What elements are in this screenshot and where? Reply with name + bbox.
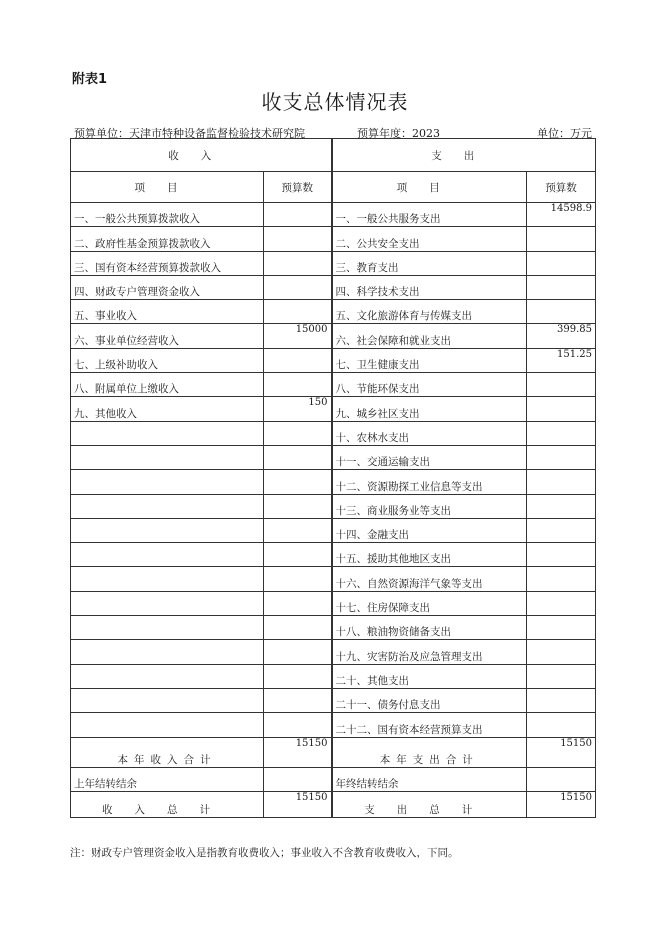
income-item-label <box>71 688 264 712</box>
expense-item-label: 三、教育支出 <box>332 251 527 275</box>
attachment-label: 附表1 <box>72 72 108 87</box>
expense-item-label: 六、社会保障和就业支出 <box>332 324 527 348</box>
expense-item-value <box>527 518 596 542</box>
table-row <box>71 640 596 664</box>
income-item-value <box>264 688 332 712</box>
money-unit: 单位：万元 <box>537 127 592 140</box>
expense-item-value <box>527 543 596 567</box>
table-row <box>71 421 596 445</box>
carryover-in-value <box>264 767 332 791</box>
expense-budget-header: 预算数 <box>527 172 596 203</box>
expense-item-label: 二、公共安全支出 <box>332 227 527 251</box>
expense-grand-total-label: 支出总计 <box>332 791 527 817</box>
income-item-label: 四、财政专户管理资金收入 <box>71 275 264 299</box>
income-item-label <box>71 494 264 518</box>
income-item-label <box>71 543 264 567</box>
expense-item-label: 十、农林水支出 <box>332 421 527 445</box>
expense-item-value <box>527 300 596 324</box>
expense-item-value <box>527 421 596 445</box>
income-year-total-label: 本年收入合计 <box>71 737 264 767</box>
income-item-label <box>71 713 264 737</box>
expense-item-header: 项目 <box>332 172 527 203</box>
expense-item-value <box>527 275 596 299</box>
expense-item-value <box>527 251 596 275</box>
table-row <box>71 203 596 227</box>
table-row <box>71 470 596 494</box>
table-row <box>71 494 596 518</box>
expense-item-label: 二十一、债务付息支出 <box>332 688 527 712</box>
table-row <box>71 713 596 737</box>
expense-item-label: 十三、商业服务业等支出 <box>332 494 527 518</box>
income-year-total-value: 15150 <box>264 737 332 767</box>
table-row <box>71 373 596 397</box>
carryover-out-value <box>527 767 596 791</box>
income-item-value <box>264 664 332 688</box>
income-grand-total-value: 15150 <box>264 791 332 817</box>
income-item-value <box>264 227 332 251</box>
income-item-value <box>264 591 332 615</box>
income-item-value <box>264 518 332 542</box>
table-row <box>71 543 596 567</box>
income-item-label <box>71 470 264 494</box>
table-row <box>71 397 596 421</box>
carryover-out-label: 年终结转结余 <box>332 767 527 791</box>
income-item-value <box>264 713 332 737</box>
expense-item-label: 一、一般公共服务支出 <box>332 203 527 227</box>
budget-year: 预算年度：2023 <box>357 127 440 140</box>
expense-item-label: 十四、金融支出 <box>332 518 527 542</box>
expense-item-label: 九、城乡社区支出 <box>332 397 527 421</box>
expense-year-total-value: 15150 <box>527 737 596 767</box>
expense-item-label: 四、科学技术支出 <box>332 275 527 299</box>
table-row <box>71 324 596 348</box>
table-row <box>71 567 596 591</box>
income-expense-table <box>70 138 596 818</box>
expense-item-label: 二十二、国有资本经营预算支出 <box>332 713 527 737</box>
table-row <box>71 518 596 542</box>
expense-item-label: 十七、住房保障支出 <box>332 591 527 615</box>
income-item-value <box>264 567 332 591</box>
expense-year-total-label: 本年支出合计 <box>332 737 527 767</box>
income-item-label <box>71 664 264 688</box>
income-item-value: 150 <box>264 397 332 421</box>
expense-item-value <box>527 713 596 737</box>
income-item-label: 五、事业收入 <box>71 300 264 324</box>
table-row <box>71 227 596 251</box>
income-item-value <box>264 543 332 567</box>
income-item-value <box>264 445 332 469</box>
income-item-value <box>264 616 332 640</box>
expense-item-label: 十九、灾害防治及应急管理支出 <box>332 640 527 664</box>
table-row <box>71 275 596 299</box>
income-header: 收入 <box>71 139 332 172</box>
income-item-label <box>71 616 264 640</box>
income-item-value <box>264 373 332 397</box>
income-item-value <box>264 421 332 445</box>
expense-item-value <box>527 373 596 397</box>
table-row <box>71 688 596 712</box>
income-item-value <box>264 640 332 664</box>
income-item-label: 七、上级补助收入 <box>71 348 264 372</box>
expense-item-label: 七、卫生健康支出 <box>332 348 527 372</box>
table-row <box>71 445 596 469</box>
expense-item-value: 151.25 <box>527 348 596 372</box>
expense-item-label: 十八、粮油物资储备支出 <box>332 616 527 640</box>
income-item-value <box>264 251 332 275</box>
expense-item-value <box>527 688 596 712</box>
expense-item-label: 十二、资源勘探工业信息等支出 <box>332 470 527 494</box>
income-item-label: 二、政府性基金预算拨款收入 <box>71 227 264 251</box>
income-item-label <box>71 567 264 591</box>
expense-item-value <box>527 640 596 664</box>
income-item-value: 15000 <box>264 324 332 348</box>
income-item-label: 九、其他收入 <box>71 397 264 421</box>
table-row <box>71 664 596 688</box>
table-row <box>71 348 596 372</box>
income-grand-total-label: 收入总计 <box>71 791 264 817</box>
expense-item-value <box>527 494 596 518</box>
expense-header: 支出 <box>332 139 596 172</box>
expense-item-label: 十六、自然资源海洋气象等支出 <box>332 567 527 591</box>
table-row <box>71 591 596 615</box>
expense-item-value <box>527 664 596 688</box>
table-row <box>71 616 596 640</box>
expense-item-value <box>527 616 596 640</box>
footnote: 注：财政专户管理资金收入是指教育收费收入；事业收入不含教育收费收入，下同。 <box>70 847 459 859</box>
income-item-value <box>264 470 332 494</box>
income-item-value <box>264 275 332 299</box>
table-row <box>71 251 596 275</box>
expense-item-label: 八、节能环保支出 <box>332 373 527 397</box>
expense-item-label: 十一、交通运输支出 <box>332 445 527 469</box>
page-title: 收支总体情况表 <box>261 90 409 114</box>
expense-item-value <box>527 445 596 469</box>
income-item-label: 八、附属单位上缴收入 <box>71 373 264 397</box>
income-item-value <box>264 494 332 518</box>
income-budget-header: 预算数 <box>264 172 332 203</box>
income-item-label <box>71 518 264 542</box>
expense-item-value: 14598.9 <box>527 203 596 227</box>
income-item-header: 项目 <box>71 172 264 203</box>
expense-item-label: 五、文化旅游体育与传媒支出 <box>332 300 527 324</box>
expense-item-value: 399.85 <box>527 324 596 348</box>
expense-item-value <box>527 470 596 494</box>
income-item-value <box>264 203 332 227</box>
income-item-value <box>264 348 332 372</box>
income-item-label: 六、事业单位经营收入 <box>71 324 264 348</box>
income-item-value <box>264 300 332 324</box>
expense-grand-total-value: 15150 <box>527 791 596 817</box>
expense-item-value <box>527 227 596 251</box>
carryover-in-label: 上年结转结余 <box>71 767 264 791</box>
expense-item-value <box>527 567 596 591</box>
income-item-label: 三、国有资本经营预算拨款收入 <box>71 251 264 275</box>
income-item-label <box>71 591 264 615</box>
income-item-label <box>71 640 264 664</box>
expense-item-value <box>527 397 596 421</box>
expense-item-label: 二十、其他支出 <box>332 664 527 688</box>
income-item-label <box>71 445 264 469</box>
income-item-label: 一、一般公共预算拨款收入 <box>71 203 264 227</box>
budget-unit: 预算单位：天津市特种设备监督检验技术研究院 <box>74 127 305 140</box>
expense-item-value <box>527 591 596 615</box>
income-item-label <box>71 421 264 445</box>
expense-item-label: 十五、援助其他地区支出 <box>332 543 527 567</box>
table-row <box>71 300 596 324</box>
